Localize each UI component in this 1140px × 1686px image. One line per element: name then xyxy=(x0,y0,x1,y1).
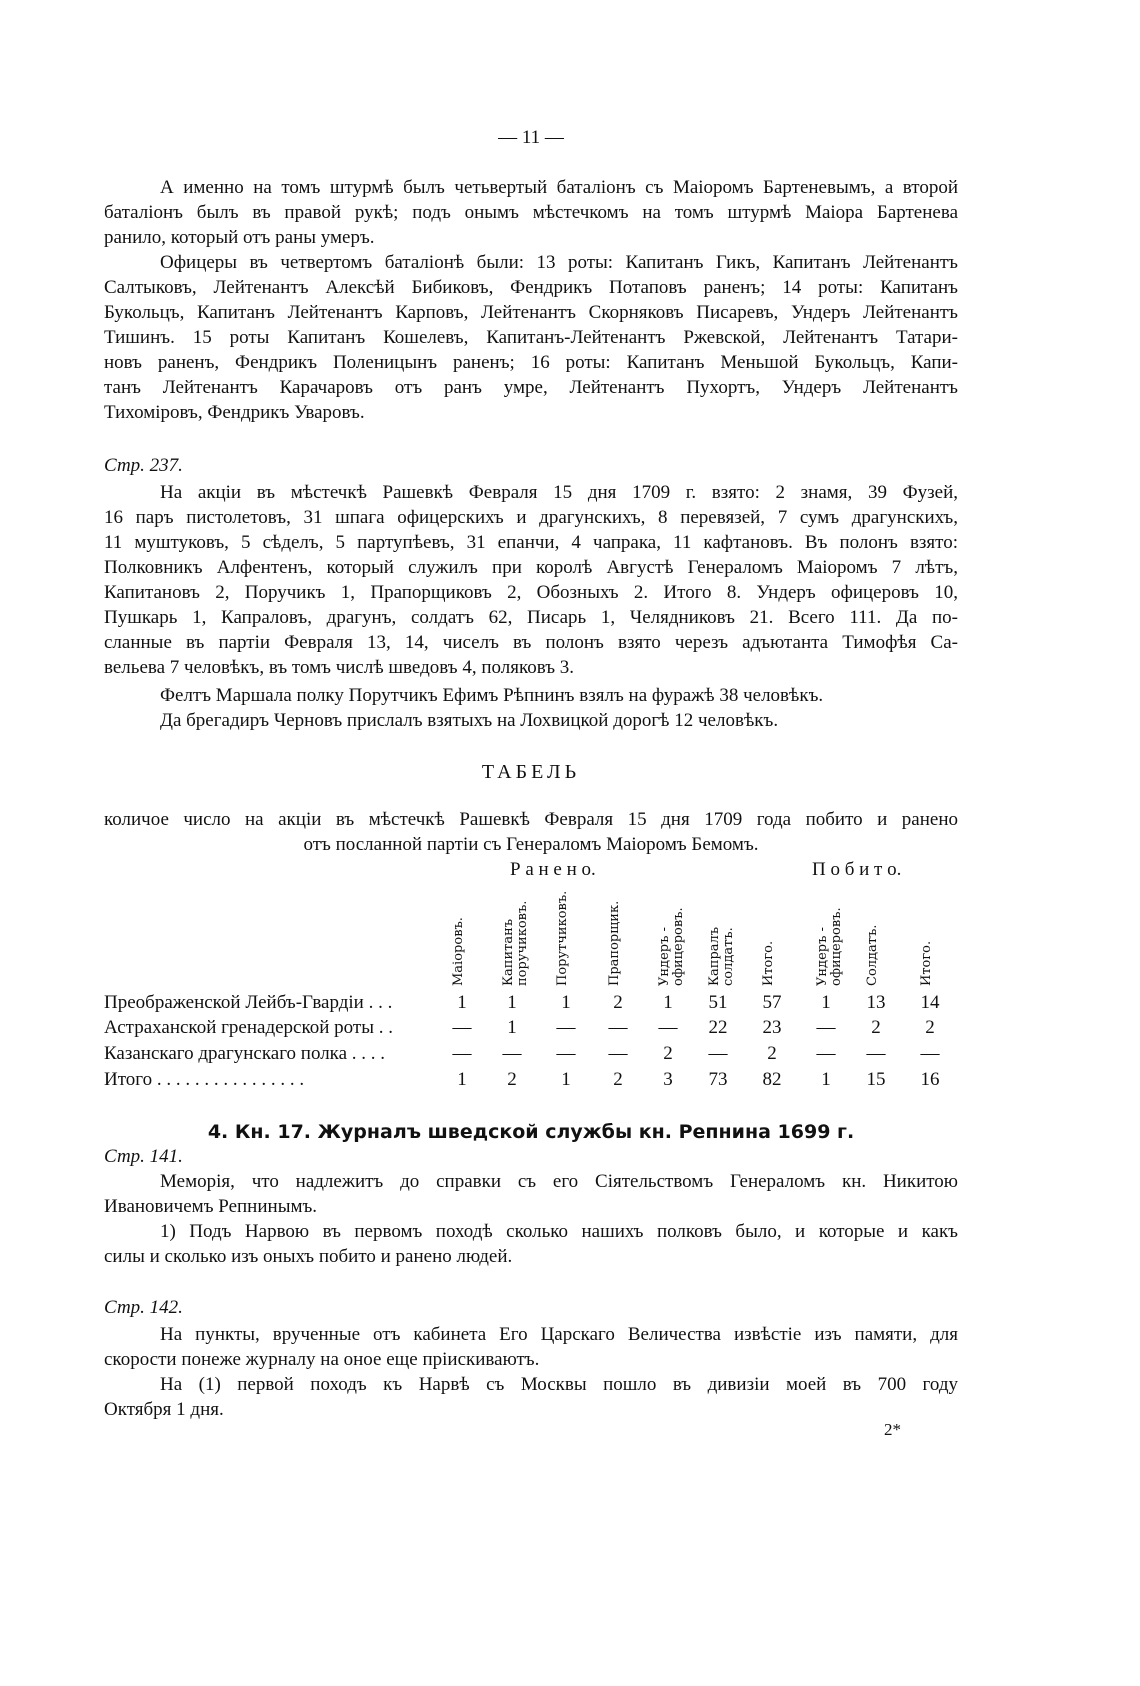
table-cell: — xyxy=(502,1043,522,1064)
page-reference: Стр. 142. xyxy=(104,1297,183,1318)
table-cell: 1 xyxy=(457,1069,467,1090)
table-cell: 14 xyxy=(920,992,940,1013)
table-cell: 1 xyxy=(457,992,467,1013)
text-line: баталіонъ былъ въ правой рукѣ; подъ онымъ мѣстечкомъ на томъ штурмѣ Маіора Бартенева xyxy=(104,202,958,223)
table-cell: — xyxy=(866,1043,886,1064)
text-line: танъ Лейтенантъ Карачаровъ отъ ранъ умре, Лейтенантъ Пухортъ, Ундеръ Лейтенантъ xyxy=(104,377,958,398)
group-killed: П о б и т о. xyxy=(812,859,902,880)
page-reference: Стр. 141. xyxy=(104,1146,183,1167)
column-header: Капитанъ поручиковъ. xyxy=(501,900,530,986)
row-label: Казанскаго драгунскаго полка . . . . xyxy=(104,1043,386,1064)
table-cell: — xyxy=(452,1017,472,1038)
table-cell: — xyxy=(816,1017,836,1038)
table-cell: 22 xyxy=(708,1017,728,1038)
table-cell: 1 xyxy=(561,992,571,1013)
table-cell: 57 xyxy=(762,992,782,1013)
column-header: Прапорщик. xyxy=(607,900,622,986)
text-line: Букольцъ, Капитанъ Лейтенантъ Карповъ, Лейтенантъ Скорняковъ Писаревъ, Ундеръ Лейтенантъ xyxy=(104,302,958,323)
table-cell: 3 xyxy=(663,1069,673,1090)
table-cell: 73 xyxy=(708,1069,728,1090)
table-cell: 13 xyxy=(866,992,886,1013)
text-line: Пушкарь 1, Капраловъ, драгунъ, солдатъ 62, Писарь 1, Челядниковъ 21. Всего 111. Да по- xyxy=(104,607,958,628)
table-subtitle: количое число на акціи въ мѣстечкѣ Рашевкѣ Февраля 15 дня 1709 года побито и ранено xyxy=(104,809,958,830)
row-label: Преображенской Лейбъ-Гвардіи . . . xyxy=(104,992,393,1013)
text-line: новъ раненъ, Фендрикъ Поленицынъ раненъ; 16 роты: Капитанъ Меньшой Букольцъ, Капи- xyxy=(104,352,958,373)
table-cell: 15 xyxy=(866,1069,886,1090)
table-cell: 2 xyxy=(613,1069,623,1090)
column-header: Порутчиковъ. xyxy=(555,890,570,986)
page-number: — 11 — xyxy=(498,127,564,148)
column-header: Ундеръ - офицеровъ. xyxy=(657,907,686,986)
text-line: На (1) первой походъ къ Нарвѣ съ Москвы пошло въ дивизіи моей въ 700 году xyxy=(160,1374,958,1395)
column-header: Капралъ солдатъ. xyxy=(707,926,736,986)
text-line: ранило, который отъ раны умеръ. xyxy=(104,227,375,248)
text-line: Да брегадиръ Черновъ прислалъ взятыхъ на Лохвицкой дорогѣ 12 человѣкъ. xyxy=(160,710,779,731)
table-cell: 1 xyxy=(507,992,517,1013)
table-subtitle: отъ посланной партіи съ Генераломъ Маіоромъ Бемомъ. xyxy=(303,834,759,855)
table-cell: 51 xyxy=(708,992,728,1013)
text-line: вельева 7 человѣкъ, въ томъ числѣ шведовъ 4, поляковъ 3. xyxy=(104,657,575,678)
column-header: Солдатъ. xyxy=(865,924,880,986)
signature-mark: 2* xyxy=(884,1420,901,1439)
text-line: Офицеры въ четвертомъ баталіонѣ были: 13 роты: Капитанъ Гикъ, Капитанъ Лейтенантъ xyxy=(160,252,958,273)
text-line: скорости понеже журналу на оное еще пріискиваютъ. xyxy=(104,1349,540,1370)
table-cell: 2 xyxy=(871,1017,881,1038)
text-line: 11 муштуковъ, 5 сѣделъ, 5 партупѣевъ, 31 епанчи, 4 чапрака, 11 кафтановъ. Въ полонъ взято: xyxy=(104,532,958,553)
column-header: Итого. xyxy=(919,940,934,986)
table-title: ТАБЕЛЬ xyxy=(481,761,581,783)
table-cell: 23 xyxy=(762,1017,782,1038)
table-cell: 1 xyxy=(663,992,673,1013)
text-line: 16 паръ пистолетовъ, 31 шпага офицерскихъ и драгунскихъ, 8 перевязей, 7 сумъ драгунскихъ, xyxy=(104,507,958,528)
table-cell: 2 xyxy=(925,1017,935,1038)
column-header: Маіоровъ. xyxy=(451,917,466,986)
table-cell: — xyxy=(556,1017,576,1038)
page-reference: Стр. 237. xyxy=(104,455,183,476)
text-line: На пункты, врученные отъ кабинета Его Царскаго Величества извѣстіе изъ памяти, для xyxy=(160,1324,958,1345)
table-cell: 1 xyxy=(507,1017,517,1038)
text-line: А именно на томъ штурмѣ былъ четьвертый баталіонъ съ Маіоромъ Бартеневымъ, а второй xyxy=(160,177,958,198)
text-line: 1) Подъ Нарвою въ первомъ походѣ сколько нашихъ полковъ было, и которые и какъ xyxy=(160,1221,958,1242)
text-line: На акціи въ мѣстечкѣ Рашевкѣ Февраля 15 дня 1709 г. взято: 2 знамя, 39 Фузей, xyxy=(160,482,958,503)
text-line: Тихоміровъ, Фендрикъ Уваровъ. xyxy=(104,402,365,423)
row-label: Итого . . . . . . . . . . . . . . . . xyxy=(104,1069,305,1090)
section-heading: 4. Кн. 17. Журналъ шведской службы кн. Репнина 1699 г. xyxy=(207,1121,855,1143)
table-cell: 2 xyxy=(507,1069,517,1090)
table-cell: 1 xyxy=(821,1069,831,1090)
table-cell: 2 xyxy=(767,1043,777,1064)
text-line: Тишинъ. 15 роты Капитанъ Кошелевъ, Капитанъ-Лейтенантъ Ржевской, Лейтенантъ Татари- xyxy=(104,327,958,348)
text-line: Ивановичемъ Репнинымъ. xyxy=(104,1196,318,1217)
group-wounded: Р а н е н о. xyxy=(510,859,596,880)
table-cell: — xyxy=(920,1043,940,1064)
table-cell: — xyxy=(608,1017,628,1038)
column-header: Итого. xyxy=(761,940,776,986)
text-line: Полковникъ Алфентенъ, который служилъ при королѣ Августѣ Генераломъ Маіоромъ 7 лѣтъ, xyxy=(104,557,958,578)
table-cell: — xyxy=(556,1043,576,1064)
table-cell: 2 xyxy=(613,992,623,1013)
table-cell: — xyxy=(452,1043,472,1064)
table-cell: 1 xyxy=(821,992,831,1013)
text-line: Фелтъ Маршала полку Порутчикъ Ефимъ Рѣпнинъ взялъ на фуражѣ 38 человѣкъ. xyxy=(160,685,824,706)
text-line: Капитановъ 2, Поручикъ 1, Прапорщиковъ 2, Обозныхъ 2. Итого 8. Ундеръ офицеровъ 10, xyxy=(104,582,958,603)
text-line: Октября 1 дня. xyxy=(104,1399,224,1420)
table-cell: 1 xyxy=(561,1069,571,1090)
table-cell: 82 xyxy=(762,1069,782,1090)
table-cell: 2 xyxy=(663,1043,673,1064)
table-cell: 16 xyxy=(920,1069,940,1090)
text-line: Салтыковъ, Лейтенантъ Алексѣй Бибиковъ, Фендрикъ Потаповъ раненъ; 14 роты: Капитанъ xyxy=(104,277,958,298)
table-cell: — xyxy=(708,1043,728,1064)
row-label: Астраханской гренадерской роты . . xyxy=(104,1017,393,1038)
text-line: силы и сколько изъ оныхъ побито и ранено людей. xyxy=(104,1246,513,1267)
table-cell: — xyxy=(816,1043,836,1064)
table-cell: — xyxy=(608,1043,628,1064)
text-line: Меморія, что надлежитъ до справки съ его Сіятельствомъ Генераломъ кн. Никитою xyxy=(160,1171,958,1192)
text-line: сланные въ партіи Февраля 13, 14, чиселъ въ полонъ взято черезъ адъютанта Тимофѣя Са- xyxy=(104,632,958,653)
table-cell: — xyxy=(658,1017,678,1038)
column-header: Ундеръ - офицеровъ. xyxy=(815,907,844,986)
